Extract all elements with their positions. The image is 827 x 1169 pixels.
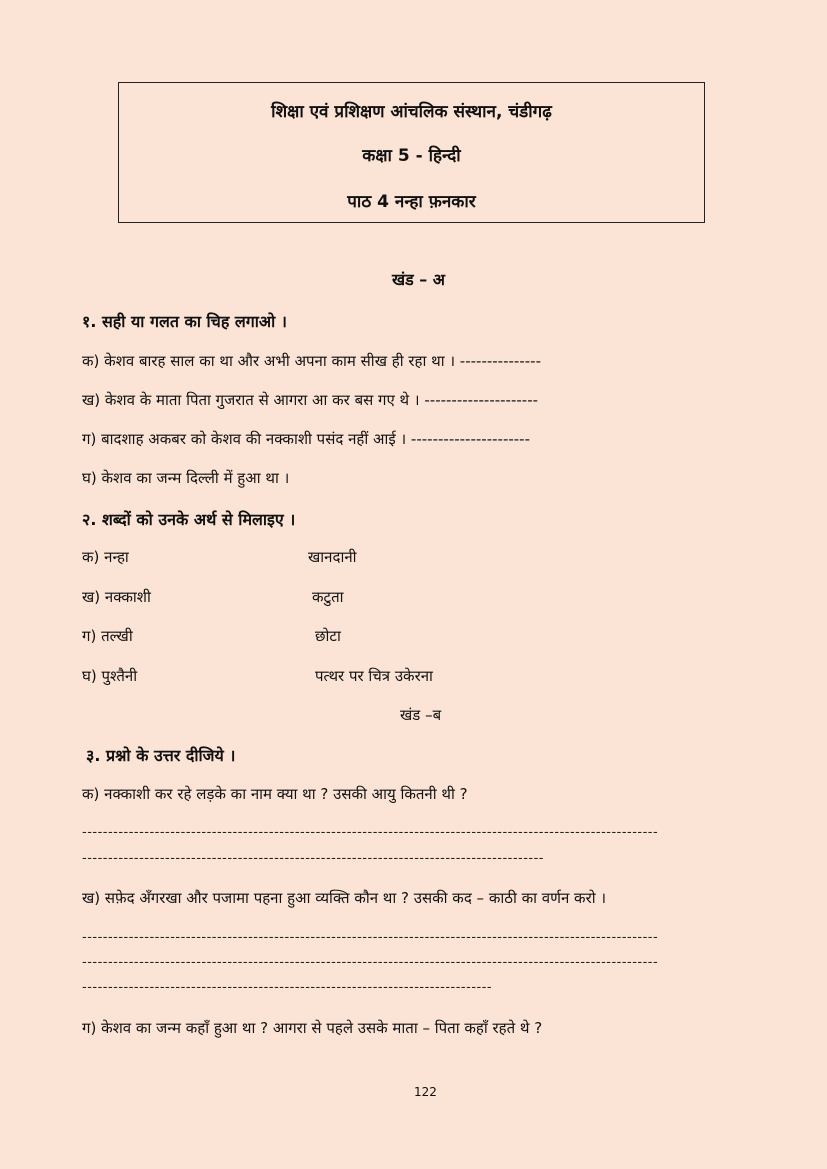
q1-item-b: ख) केशव के माता पिता गुजरात से आगरा आ कर बस गए थे । --------------------- (82, 391, 539, 409)
q1-item-d: घ) केशव का जन्म दिल्ली में हुआ था । (82, 469, 290, 487)
header-box (118, 82, 705, 223)
page-number: 122 (414, 1085, 437, 1099)
answer-line: --------------------------------------------------------------------------------------------------------------- (82, 930, 659, 945)
answer-line: --------------------------------------------------------------------------------------------------------------- (82, 955, 659, 970)
lesson-title: पाठ 4 नन्हा फ़नकार (347, 192, 476, 212)
q1-item-a: क) केशव बारह साल का था और अभी अपना काम सीख ही रहा था । --------------- (82, 352, 541, 370)
q2-left-a: क) नन्हा (82, 548, 129, 566)
q1-item-c: ग) बादशाह अकबर को केशव की नक्काशी पसंद नहीं आई । ---------------------- (82, 430, 531, 448)
q2-right-a: खानदानी (308, 548, 357, 566)
q2-left-d: घ) पुश्तैनी (82, 667, 138, 685)
answer-line: ------------------------------------------------------------------------------- (82, 980, 493, 995)
section-b-title: खंड –ब (400, 706, 442, 724)
q3-title: ३. प्रश्नो के उत्तर दीजिये । (86, 746, 236, 765)
q2-left-c: ग) तल्खी (82, 627, 133, 645)
answer-line: --------------------------------------------------------------------------------------------------------------- (82, 825, 659, 840)
q2-title: २. शब्दों को उनके अर्थ से मिलाइए । (82, 510, 296, 529)
q3-item-c: ग) केशव का जन्म कहाँ हुआ था ? आगरा से पहले उसके माता – पिता कहाँ रहते थे ? (82, 1019, 543, 1037)
section-a-title: खंड – अ (392, 270, 446, 289)
q2-right-d: पत्थर पर चित्र उकेरना (315, 667, 433, 685)
q1-title: १. सही या गलत का चिह लगाओ । (82, 312, 287, 331)
q2-left-b: ख) नक्काशी (82, 588, 151, 606)
institute-name: शिक्षा एवं प्रशिक्षण आंचलिक संस्थान, चंडीगढ़ (271, 102, 552, 122)
q2-right-b: कटुता (312, 588, 344, 606)
q2-right-c: छोटा (315, 627, 341, 645)
class-title: कक्षा 5 - हिन्दी (362, 146, 461, 166)
answer-line: ----------------------------------------------------------------------------------------- (82, 851, 544, 866)
q3-item-b: ख) सफ़ेद अँगरखा और पजामा पहना हुआ व्यक्ति कौन था ? उसकी कद – काठी का वर्णन करो । (82, 889, 607, 907)
q3-item-a: क) नक्काशी कर रहे लड़के का नाम क्या था ? उसकी आयु कितनी थी ? (82, 785, 468, 803)
